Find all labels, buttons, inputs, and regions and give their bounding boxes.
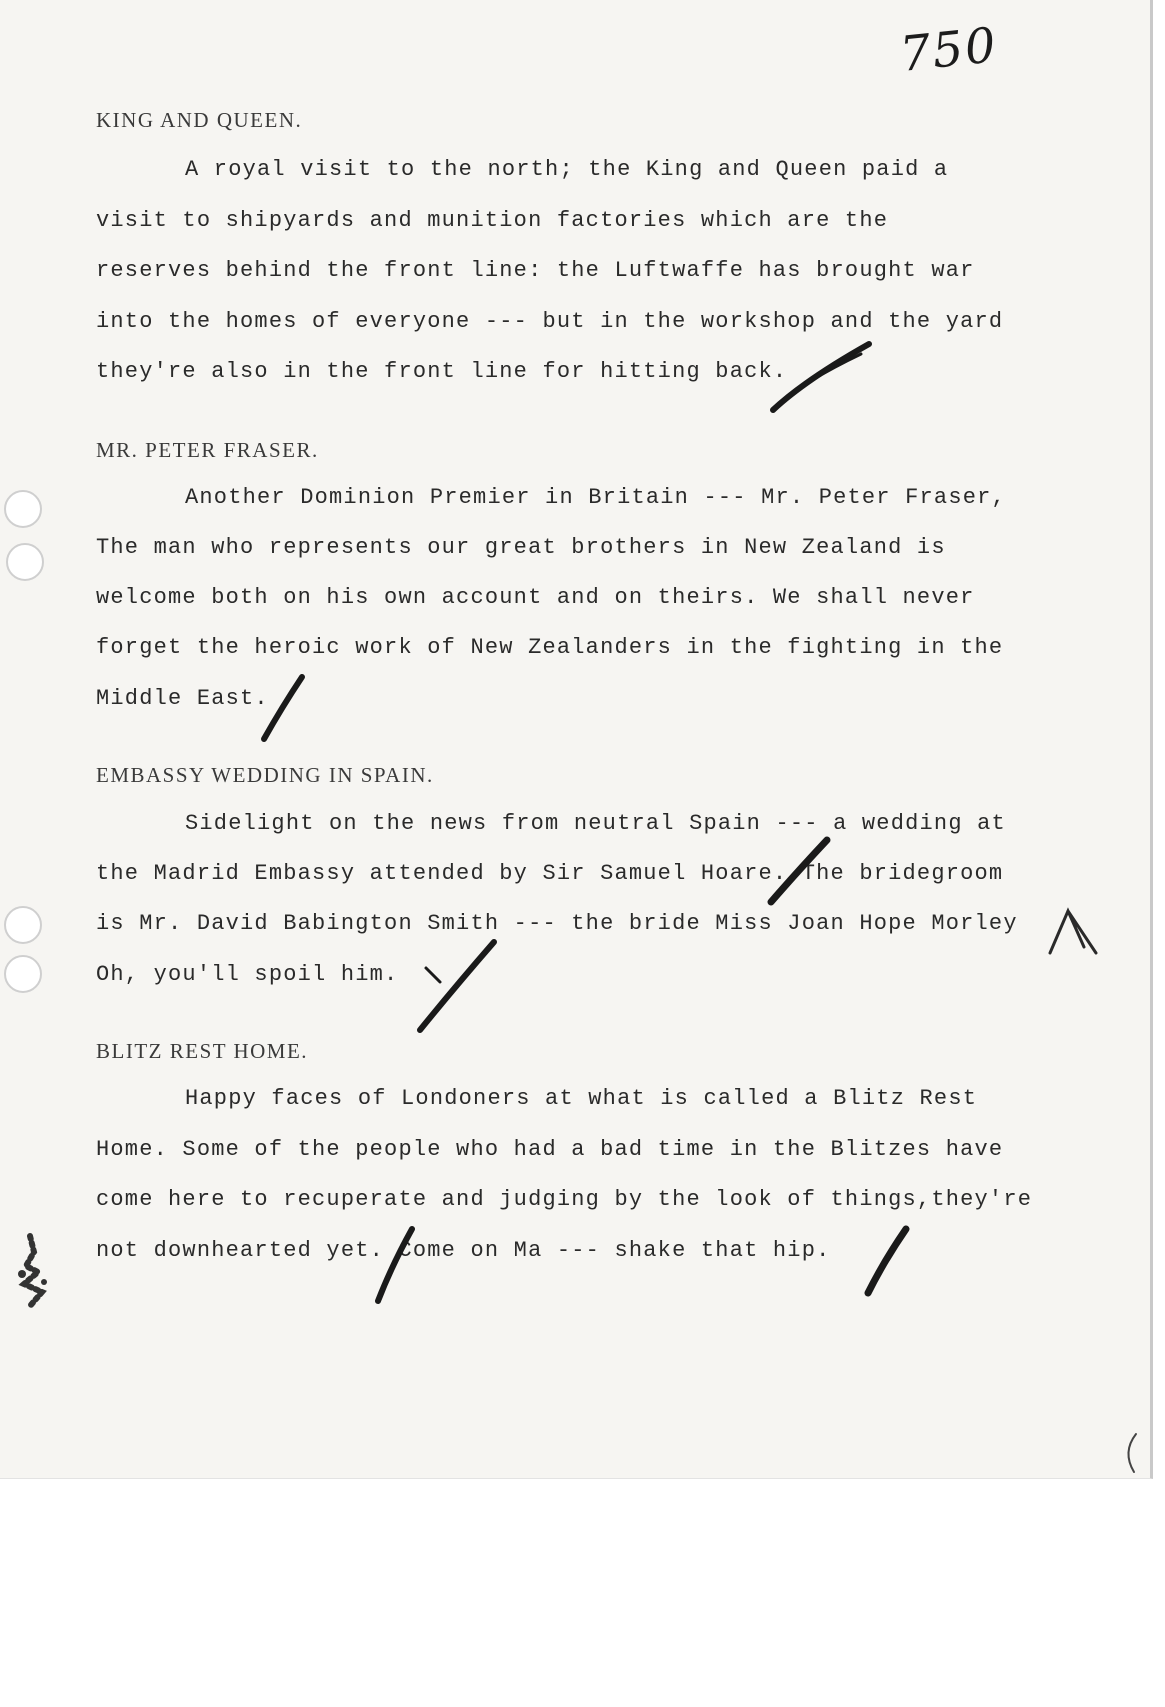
body-line: welcome both on his own account and on theirs. We shall never xyxy=(96,585,975,610)
body-line: Another Dominion Premier in Britain --- Mr. Peter Fraser, xyxy=(185,485,1006,510)
body-line: not downhearted yet. Come on Ma --- shake that hip. xyxy=(96,1238,831,1263)
body-line: forget the heroic work of New Zealanders in the fighting in the xyxy=(96,635,1004,660)
punch-hole xyxy=(4,906,42,944)
body-line: they're also in the front line for hitting back. xyxy=(96,359,788,384)
body-line: Oh, you'll spoil him. xyxy=(96,962,399,987)
body-line: The man who represents our great brothers in New Zealand is xyxy=(96,535,946,560)
body-line: come here to recuperate and judging by the look of things,they're xyxy=(96,1187,1033,1212)
tick-mark-icon xyxy=(370,1225,420,1305)
body-line: reserves behind the front line: the Luftwaffe has brought war xyxy=(96,258,975,283)
punch-hole xyxy=(6,543,44,581)
body-line: Home. Some of the people who had a bad time in the Blitzes have xyxy=(96,1137,1004,1162)
tick-mark-icon xyxy=(410,938,500,1034)
body-line: visit to shipyards and munition factories which are the xyxy=(96,208,889,233)
body-line: Middle East. xyxy=(96,686,269,711)
page-number: 750 xyxy=(897,17,1001,83)
ink-blot-icon xyxy=(8,1232,58,1312)
section-heading-blitz-rest-home: BLITZ REST HOME. xyxy=(96,1039,309,1063)
section-heading-embassy-wedding: EMBASSY WEDDING IN SPAIN. xyxy=(96,763,434,787)
body-line: the Madrid Embassy attended by Sir Samuel Hoare. The bridegroom xyxy=(96,861,1004,886)
body-line: into the homes of everyone --- but in the workshop and the yard xyxy=(96,309,1004,334)
tick-mark-icon xyxy=(258,673,308,743)
tick-mark-icon xyxy=(862,1225,912,1297)
section-heading-king-and-queen: KING AND QUEEN. xyxy=(96,108,303,132)
punch-hole xyxy=(4,955,42,993)
tick-mark-icon xyxy=(765,836,835,906)
body-line: A royal visit to the north; the King and Queen paid a xyxy=(185,157,949,182)
bracket-mark-icon xyxy=(1118,1430,1142,1476)
caret-mark-icon xyxy=(1044,903,1104,959)
punch-hole xyxy=(4,490,42,528)
section-heading-peter-fraser: MR. PETER FRASER. xyxy=(96,438,319,462)
body-line: Sidelight on the news from neutral Spain --- a wedding at xyxy=(185,811,1006,836)
body-line: is Mr. David Babington Smith --- the bride Miss Joan Hope Morley xyxy=(96,911,1018,936)
tick-mark-icon xyxy=(765,340,875,420)
body-line: Happy faces of Londoners at what is called a Blitz Rest xyxy=(185,1086,978,1111)
